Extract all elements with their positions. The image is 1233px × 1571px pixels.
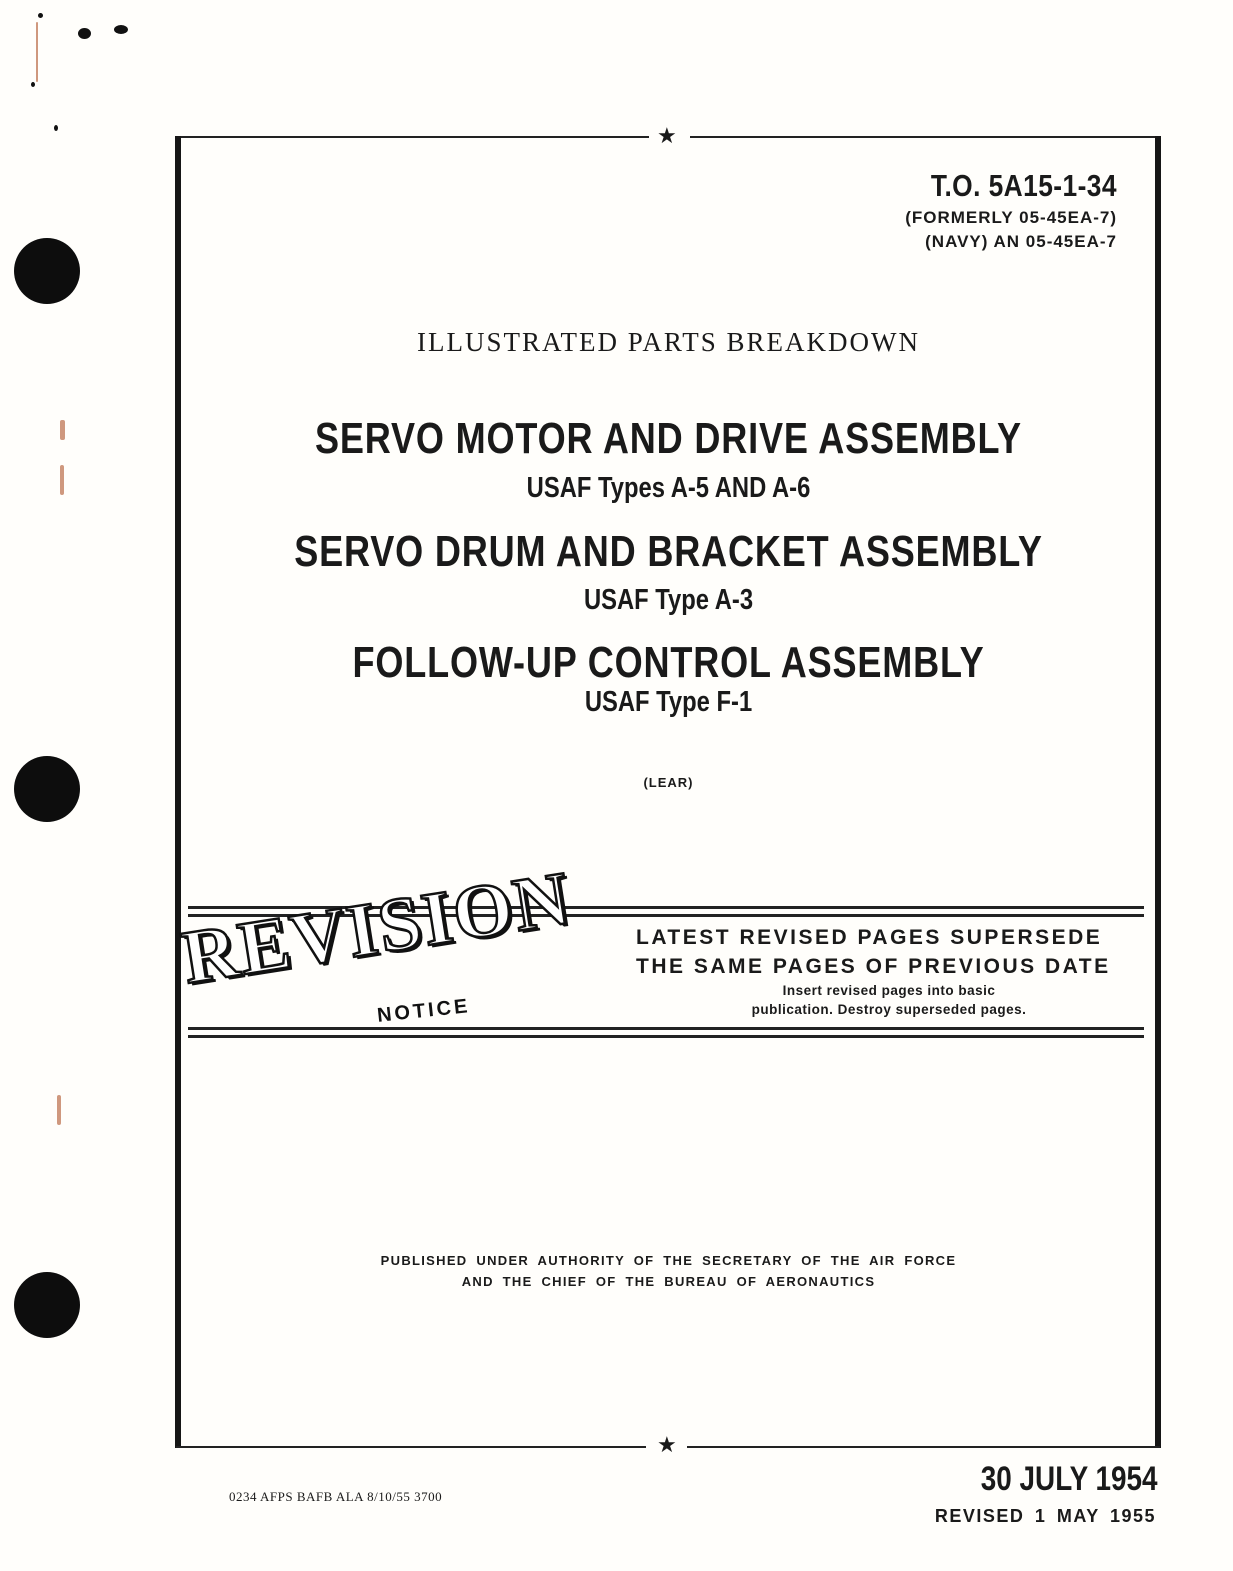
- rust-stain: [60, 420, 65, 440]
- revision-headline: LATEST REVISED PAGES SUPERSEDE: [636, 926, 1103, 949]
- assembly-title: FOLLOW-UP CONTROL ASSEMBLY: [352, 638, 985, 687]
- rust-stain: [57, 1095, 61, 1125]
- scan-speck: [38, 13, 43, 18]
- revision-instruction: Insert revised pages into basic: [782, 983, 996, 998]
- frame-top-rule: [176, 136, 649, 138]
- document-heading: ILLUSTRATED PARTS BREAKDOWN: [417, 327, 920, 357]
- rust-stain: [36, 22, 38, 82]
- punch-hole: [14, 1272, 80, 1338]
- scan-speck: [54, 125, 58, 131]
- navy-number: (NAVY) AN 05-45EA-7: [925, 232, 1117, 251]
- authority-line: AND THE CHIEF OF THE BUREAU OF AERONAUTICS: [461, 1274, 876, 1289]
- punch-hole: [14, 238, 80, 304]
- publication-date: 30 JULY 1954: [981, 1460, 1158, 1498]
- assembly-types: USAF Type F-1: [584, 686, 753, 718]
- star-icon: ★: [657, 124, 677, 149]
- assembly-types: USAF Type A-3: [583, 584, 754, 616]
- revision-stamp: REVISION: [176, 855, 577, 1001]
- banner-rule: [188, 1027, 1144, 1030]
- star-icon: ★: [657, 1433, 677, 1458]
- assembly-title: SERVO DRUM AND BRACKET ASSEMBLY: [294, 527, 1043, 576]
- punch-hole: [14, 756, 80, 822]
- frame-bottom-rule: [176, 1446, 646, 1448]
- authority-line: PUBLISHED UNDER AUTHORITY OF THE SECRETARY OF THE AIR FORCE: [380, 1253, 957, 1268]
- to-number: T.O. 5A15-1-34: [930, 168, 1117, 203]
- revision-instruction: publication. Destroy superseded pages.: [751, 1002, 1027, 1017]
- manufacturer: (LEAR): [643, 775, 694, 790]
- scan-speck: [114, 25, 128, 34]
- frame-bottom-rule: [687, 1446, 1160, 1448]
- scan-speck: [31, 82, 35, 87]
- to-number-block: [898, 168, 1117, 252]
- notice-label: NOTICE: [376, 995, 472, 1027]
- assembly-title: SERVO MOTOR AND DRIVE ASSEMBLY: [315, 414, 1022, 463]
- banner-rule: [188, 1035, 1144, 1038]
- printer-imprint: 0234 AFPS BAFB ALA 8/10/55 3700: [229, 1489, 443, 1504]
- scan-speck: [78, 28, 91, 39]
- formerly-number: (FORMERLY 05-45EA-7): [905, 208, 1117, 227]
- rust-stain: [60, 465, 64, 495]
- revision-date: REVISED 1 MAY 1955: [934, 1506, 1156, 1526]
- assembly-types: USAF Types A-5 AND A-6: [526, 472, 811, 504]
- frame-top-rule: [690, 136, 1160, 138]
- revision-headline: THE SAME PAGES OF PREVIOUS DATE: [636, 955, 1111, 978]
